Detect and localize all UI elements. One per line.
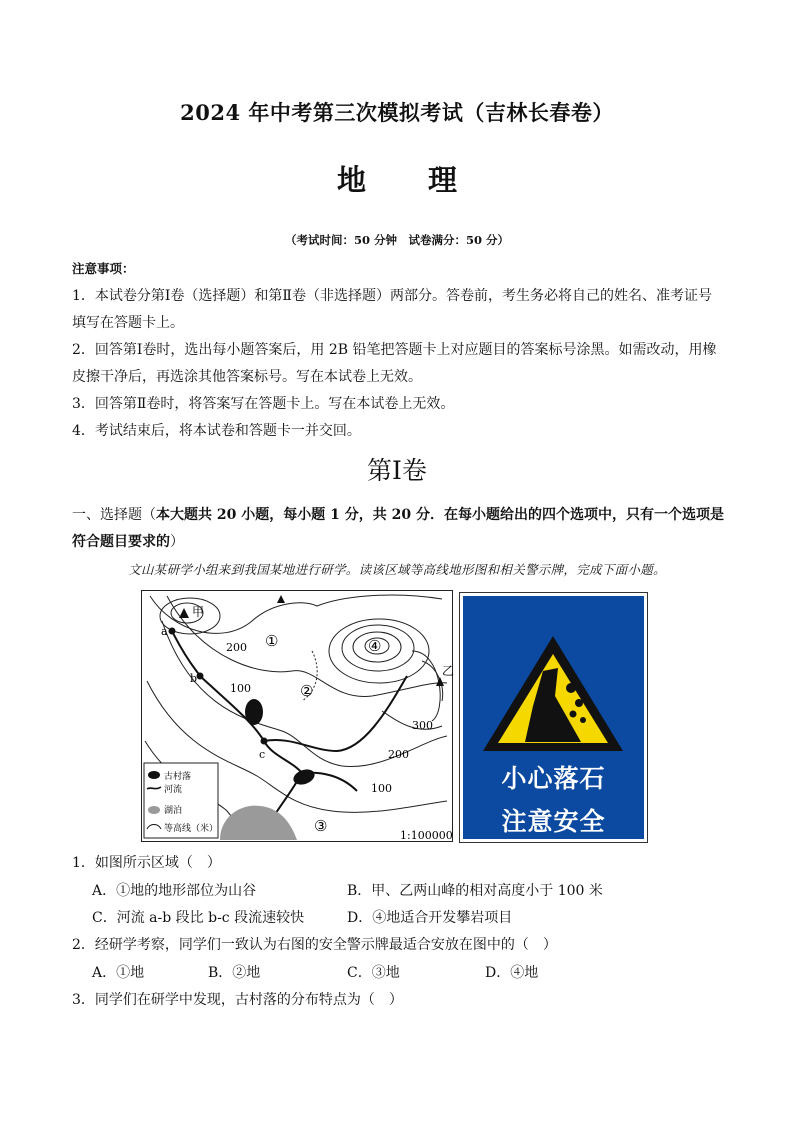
- falling-rocks-icon: [463, 596, 644, 756]
- question-3-stem: 3．同学们在研学中发现，古村落的分布特点为（ ）: [72, 992, 403, 1008]
- contour-map: [141, 590, 453, 842]
- sign-text-line1: 小心落石: [501, 764, 606, 793]
- exam-info: （考试时间：50 分钟 试卷满分：50 分）: [284, 233, 509, 247]
- label-region-1: ①: [265, 632, 279, 650]
- note-item-1: 1．本试卷分第Ⅰ卷（选择题）和第Ⅱ卷（非选择题）两部分。答卷前，考生务必将自己的姓名、准考证号填写在答题卡上。: [72, 288, 712, 331]
- question-1-option-c: C．河流 a-b 段比 b-c 段流速较快: [92, 910, 305, 926]
- question-1-option-a: A．①地的地形部位为山谷: [92, 883, 257, 899]
- question-2-stem: 2．经研学考察，同学们一致认为右图的安全警示牌最适合安放在图中的（ ）: [72, 937, 557, 953]
- section-heading: [72, 502, 724, 556]
- question-1-option-d: D．④地适合开发攀岩项目: [347, 910, 513, 926]
- contour-label-200-b: 200: [388, 748, 409, 761]
- label-region-3: ③: [314, 817, 328, 835]
- contour-label-100-b: 100: [371, 782, 392, 795]
- question-2-option-c: C．③地: [347, 965, 400, 981]
- label-peak-yi: 乙: [442, 664, 455, 678]
- legend-label-lake: 湖泊: [164, 806, 183, 816]
- subject-title: 地 理: [336, 163, 484, 197]
- lake: [220, 806, 297, 840]
- question-2-option-b: B．②地: [208, 965, 261, 981]
- map-scale: 1:100000: [400, 829, 453, 842]
- question-2-option-a: A．①地: [92, 965, 145, 981]
- label-c: c: [259, 748, 266, 761]
- legend-label-village: 古村落: [164, 772, 192, 782]
- contour-map-svg: [142, 591, 455, 842]
- label-region-4: ④: [368, 637, 382, 655]
- legend-label-river: 河流: [164, 785, 183, 795]
- section-prefix: 一、选择题（: [72, 507, 156, 523]
- peak-icon: [277, 595, 285, 603]
- label-b: b: [190, 672, 198, 685]
- note-item-3: 3．回答第Ⅱ卷时，将答案写在答题卡上。写在本试卷上无效。: [72, 396, 455, 412]
- legend-label-contour: 等高线（米）: [164, 824, 219, 834]
- section-bold: 本大题共 20 小题，每小题 1 分，共 20 分．在每小题给出的四个选项中，只有一个选项是符合题目要求的: [72, 507, 724, 550]
- contour-label-200: 200: [226, 641, 247, 654]
- legend-lake-icon: [148, 806, 160, 814]
- peak-jia-icon: [179, 608, 189, 618]
- peak-yi-icon: [436, 677, 444, 686]
- falling-rocks-sign: [460, 593, 647, 842]
- section-suffix: ）: [170, 534, 184, 550]
- question-1-stem: 1．如图所示区域（ ）: [72, 855, 221, 871]
- sign-text-line2: 注意安全: [501, 807, 606, 836]
- village: [245, 699, 263, 725]
- point-b: [197, 673, 204, 680]
- notes-title: 注意事项：: [72, 261, 135, 276]
- contour-label-100: 100: [230, 682, 251, 695]
- legend-village-icon: [148, 771, 160, 779]
- label-peak-jia: 甲: [192, 605, 205, 619]
- note-item-2: 2．回答第Ⅰ卷时，选出每小题答案后，用 2B 铅笔把答题卡上对应题目的答案标号涂黑。如需改动，用橡皮擦干净后，再选涂其他答案标号。写在本试卷上无效。: [72, 342, 717, 385]
- question-intro: 文山某研学小组来到我国某地进行研学。读该区域等高线地形图和相关警示牌，完成下面小题。: [128, 562, 666, 577]
- volume-heading: 第Ⅰ卷: [367, 456, 427, 485]
- label-region-2: ②: [300, 682, 314, 700]
- label-a: a: [161, 625, 168, 638]
- note-item-4: 4．考试结束后，将本试卷和答题卡一并交回。: [72, 423, 361, 439]
- question-1-option-b: B．甲、乙两山峰的相对高度小于 100 米: [347, 883, 603, 899]
- contour-label-300: 300: [412, 719, 433, 732]
- exam-title: 2024 年中考第三次模拟考试（吉林长春卷）: [180, 100, 614, 125]
- question-2-option-d: D．④地: [485, 965, 539, 981]
- point-c: [261, 738, 268, 745]
- point-a: [169, 628, 176, 635]
